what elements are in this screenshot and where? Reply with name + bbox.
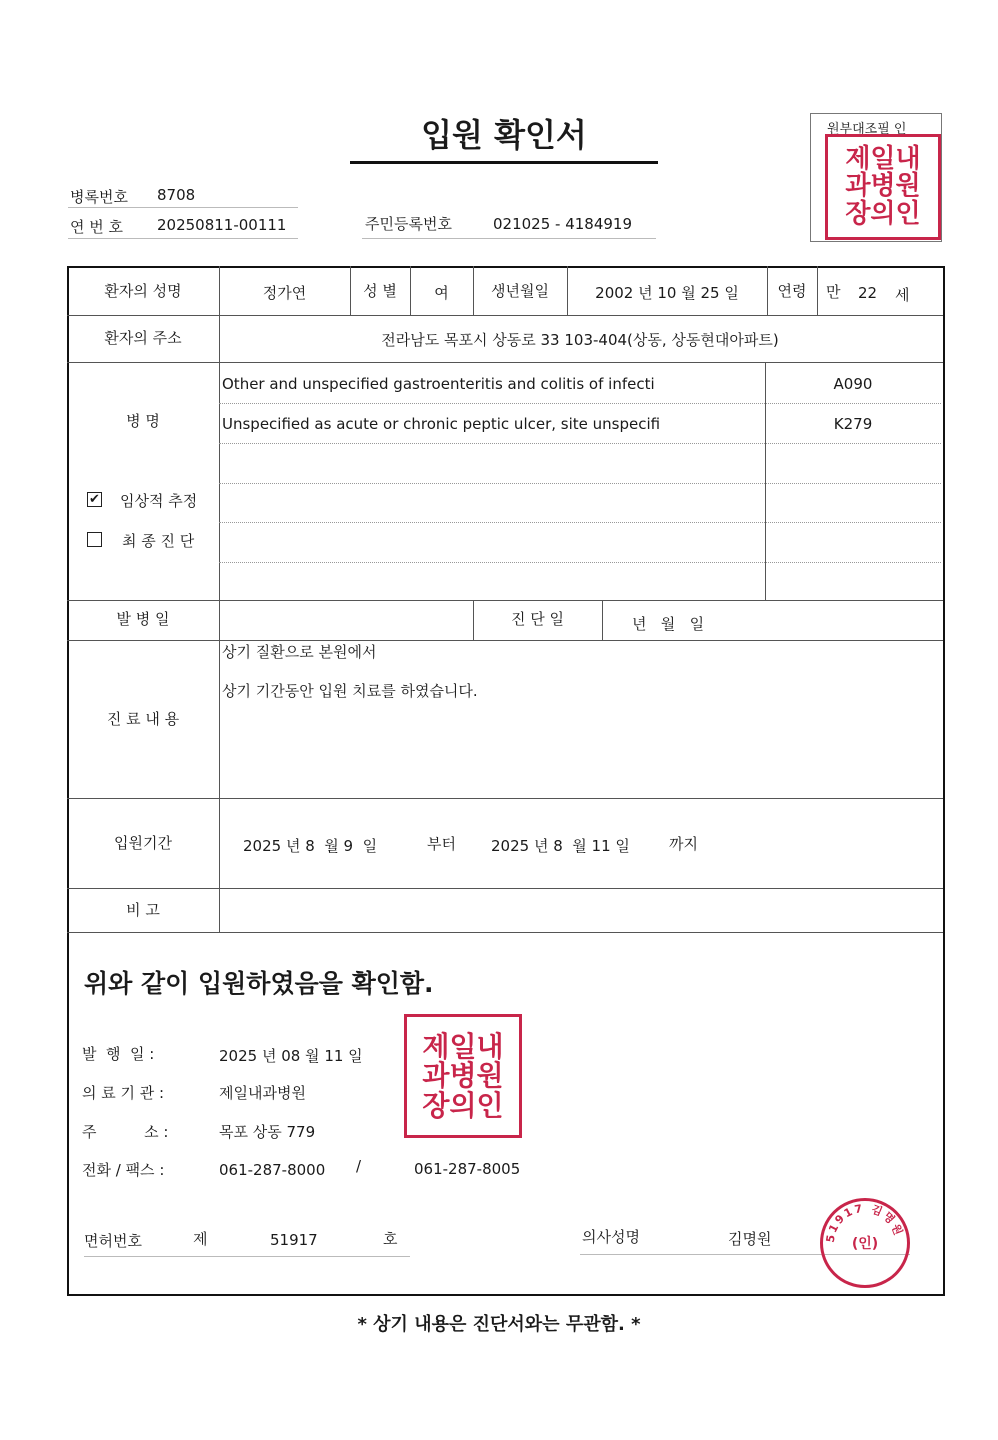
doctor-seal-text: 51917 김명원 (823, 1201, 906, 1244)
diagnosis-name: Unspecified as acute or chronic peptic ulcer, site unspecifi (222, 415, 661, 433)
final-label: 최 종 진 단 (122, 532, 195, 550)
diag-date-value: 년 월 일 (632, 615, 705, 633)
period-from-suffix: 부터 (427, 835, 456, 853)
institution-value: 제일내과병원 (219, 1084, 306, 1102)
sex-value: 여 (434, 284, 449, 302)
seal-box (810, 113, 942, 242)
inst-address-value: 목포 상동 779 (219, 1123, 316, 1141)
doctor-seal-mark: (인) (851, 1236, 879, 1252)
fax-value: 061-287-8005 (414, 1160, 521, 1178)
doctor-label: 의사성명 (582, 1228, 640, 1246)
age-value: 22 (858, 284, 878, 302)
period-from: 2025 년 8 월 9 일 (243, 837, 378, 855)
diag-date-label: 진 단 일 (510, 610, 564, 628)
treatment-line: 상기 기간동안 입원 치료를 하였습니다. (222, 682, 478, 700)
period-to-suffix: 까지 (669, 835, 698, 853)
serial-value: 20250811-00111 (157, 216, 287, 234)
period-to: 2025 년 8 월 11 일 (491, 837, 630, 855)
diagnosis-name: Other and unspecified gastroenteritis and colitis of infecti (222, 375, 655, 393)
diagnosis-code: K279 (833, 415, 873, 433)
document-title: 입원 확인서 (421, 116, 587, 154)
resident-label: 주민등록번호 (365, 215, 452, 233)
onset-label: 발 병 일 (116, 610, 170, 628)
sex-label: 성 별 (363, 282, 397, 300)
doctor-name: 김명원 (728, 1230, 772, 1248)
treatment-label: 진 료 내 용 (106, 710, 180, 728)
doctor-seal (820, 1198, 910, 1288)
treatment-line: 상기 질환으로 본원에서 (222, 643, 377, 661)
record-label: 병록번호 (70, 188, 128, 206)
dob-label: 생년월일 (491, 282, 549, 300)
issue-label: 발 행 일 : (82, 1045, 155, 1063)
serial-label: 연 번 호 (70, 218, 124, 236)
address-value: 전라남도 목포시 상동로 33 103-404(상동, 상동현대아파트) (381, 331, 779, 349)
phone-separator: / (356, 1157, 362, 1175)
issue-value: 2025 년 08 월 11 일 (219, 1047, 363, 1065)
age-label: 연령 (777, 282, 807, 300)
clinical-checkbox[interactable]: ✔ (87, 492, 102, 507)
phone-label: 전화 / 팩스 : (82, 1161, 165, 1179)
name-value: 정가연 (262, 284, 307, 302)
footer-note: * 상기 내용은 진단서와는 무관함. * (357, 1314, 641, 1335)
remarks-label: 비 고 (126, 901, 160, 919)
seal-box-label: 원부대조필 인 (827, 122, 907, 137)
name-label: 환자의 성명 (104, 282, 182, 300)
institution-label: 의 료 기 관 : (82, 1084, 165, 1102)
license-suffix: 호 (383, 1230, 398, 1248)
phone-value: 061-287-8000 (219, 1161, 326, 1179)
license-label: 면허번호 (84, 1232, 142, 1250)
age-prefix: 만 (826, 283, 841, 301)
title-underline (350, 161, 658, 164)
license-number: 51917 (270, 1231, 318, 1249)
period-label: 입원기간 (114, 834, 172, 852)
resident-value: 021025 - 4184919 (493, 215, 633, 233)
license-prefix: 제 (193, 1230, 208, 1248)
inst-address-label: 주 소 : (82, 1123, 169, 1141)
age-suffix: 세 (895, 286, 910, 304)
hospital-seal: 제일내 과병원 장의인 (404, 1014, 522, 1138)
diagnosis-label: 병 명 (126, 412, 160, 430)
dob-value: 2002 년 10 월 25 일 (595, 284, 739, 302)
diagnosis-code: A090 (833, 375, 873, 393)
hospital-seal: 제일내 과병원 장의인 (825, 134, 941, 240)
address-label: 환자의 주소 (104, 329, 182, 347)
record-value: 8708 (157, 186, 196, 204)
confirmation-statement: 위와 같이 입원하였음을 확인함. (84, 969, 434, 998)
final-checkbox[interactable] (87, 532, 102, 547)
clinical-label: 임상적 추정 (120, 492, 198, 510)
